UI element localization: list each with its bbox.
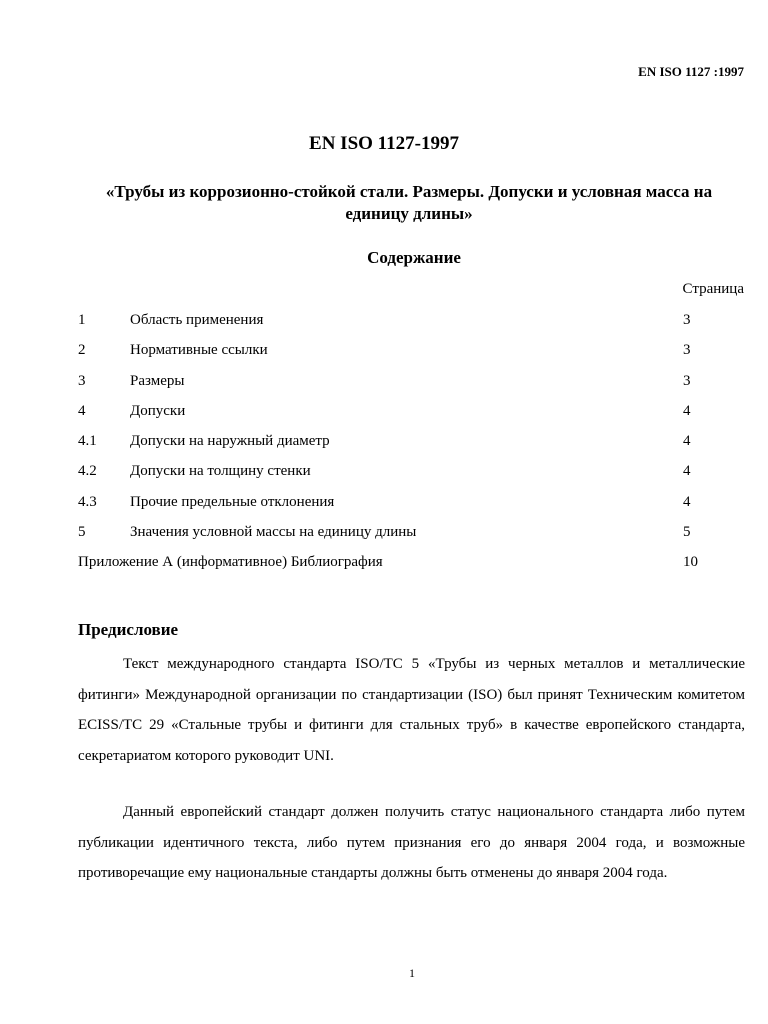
toc-item-page: 4 [683,433,691,450]
toc-item-title: Приложение А (информативное) Библиография [78,554,383,571]
preface-paragraph: Текст международного стандарта ISO/TC 5 «Трубы из черных металлов и металлические фитинги» Международной организации по стандартизации (ISO) был принят Техническим комитетом ECISS/TC 29 «Стальные трубы и фитинги для стальных труб» в качестве европейского стандарта, секретариатом которого руководит UNI. [78,656,745,764]
toc-item-page: 4 [683,493,691,510]
toc-row [78,460,718,490]
toc-item-number: 4.2 [78,463,97,480]
toc-item-number: 4.1 [78,433,97,450]
toc-item-title: Допуски [130,402,186,419]
toc-item-page: 4 [683,463,691,480]
toc-page-column-label: Страница [682,281,744,297]
toc-row [78,521,718,551]
toc-item-title: Значения условной массы на единицу длины [130,524,417,541]
preface-heading: Предисловие [78,620,179,639]
preface-paragraph: Данный европейский стандарт должен получить статус национального стандарта либо путем публикации идентичного текста, либо путем признания его до января 2004 года, и возможные противоречащие ему национальные стандарты должны быть отменены до января 2004 года. [78,804,745,881]
document-subtitle: «Трубы из коррозионно-стойкой стали. Размеры. Допуски и условная масса на единицу длины» [105,182,713,223]
toc-item-title: Допуски на толщину стенки [130,463,311,480]
toc-item-title: Прочие предельные отклонения [130,493,335,510]
toc-item-title: Нормативные ссылки [130,342,268,359]
toc-item-number: 4 [78,402,86,419]
toc-row [78,309,718,339]
toc-item-number: 5 [78,524,86,541]
header-standard-code: EN ISO 1127 :1997 [638,64,744,79]
toc-row-appendix [78,551,718,581]
toc-item-page: 10 [683,554,698,571]
toc-item-page: 3 [683,342,691,359]
toc-item-page: 3 [683,372,691,389]
toc-item-number: 2 [78,342,86,359]
toc-row [78,430,718,460]
toc-heading: Содержание [367,248,461,267]
table-of-contents [78,309,718,582]
toc-item-page: 5 [683,524,691,541]
toc-item-number: 1 [78,312,86,328]
toc-item-page: 4 [683,402,691,419]
toc-row [78,370,718,400]
toc-row [78,491,718,521]
document-title: EN ISO 1127-1997 [309,133,459,154]
toc-item-title: Допуски на наружный диаметр [130,433,330,450]
toc-row [78,400,718,430]
toc-item-title: Область применения [130,312,264,328]
toc-item-number: 4.3 [78,493,97,510]
toc-item-page: 3 [683,312,691,328]
toc-row [78,339,718,369]
toc-item-number: 3 [78,372,86,389]
page-number: 1 [409,966,415,980]
toc-item-title: Размеры [130,372,185,389]
